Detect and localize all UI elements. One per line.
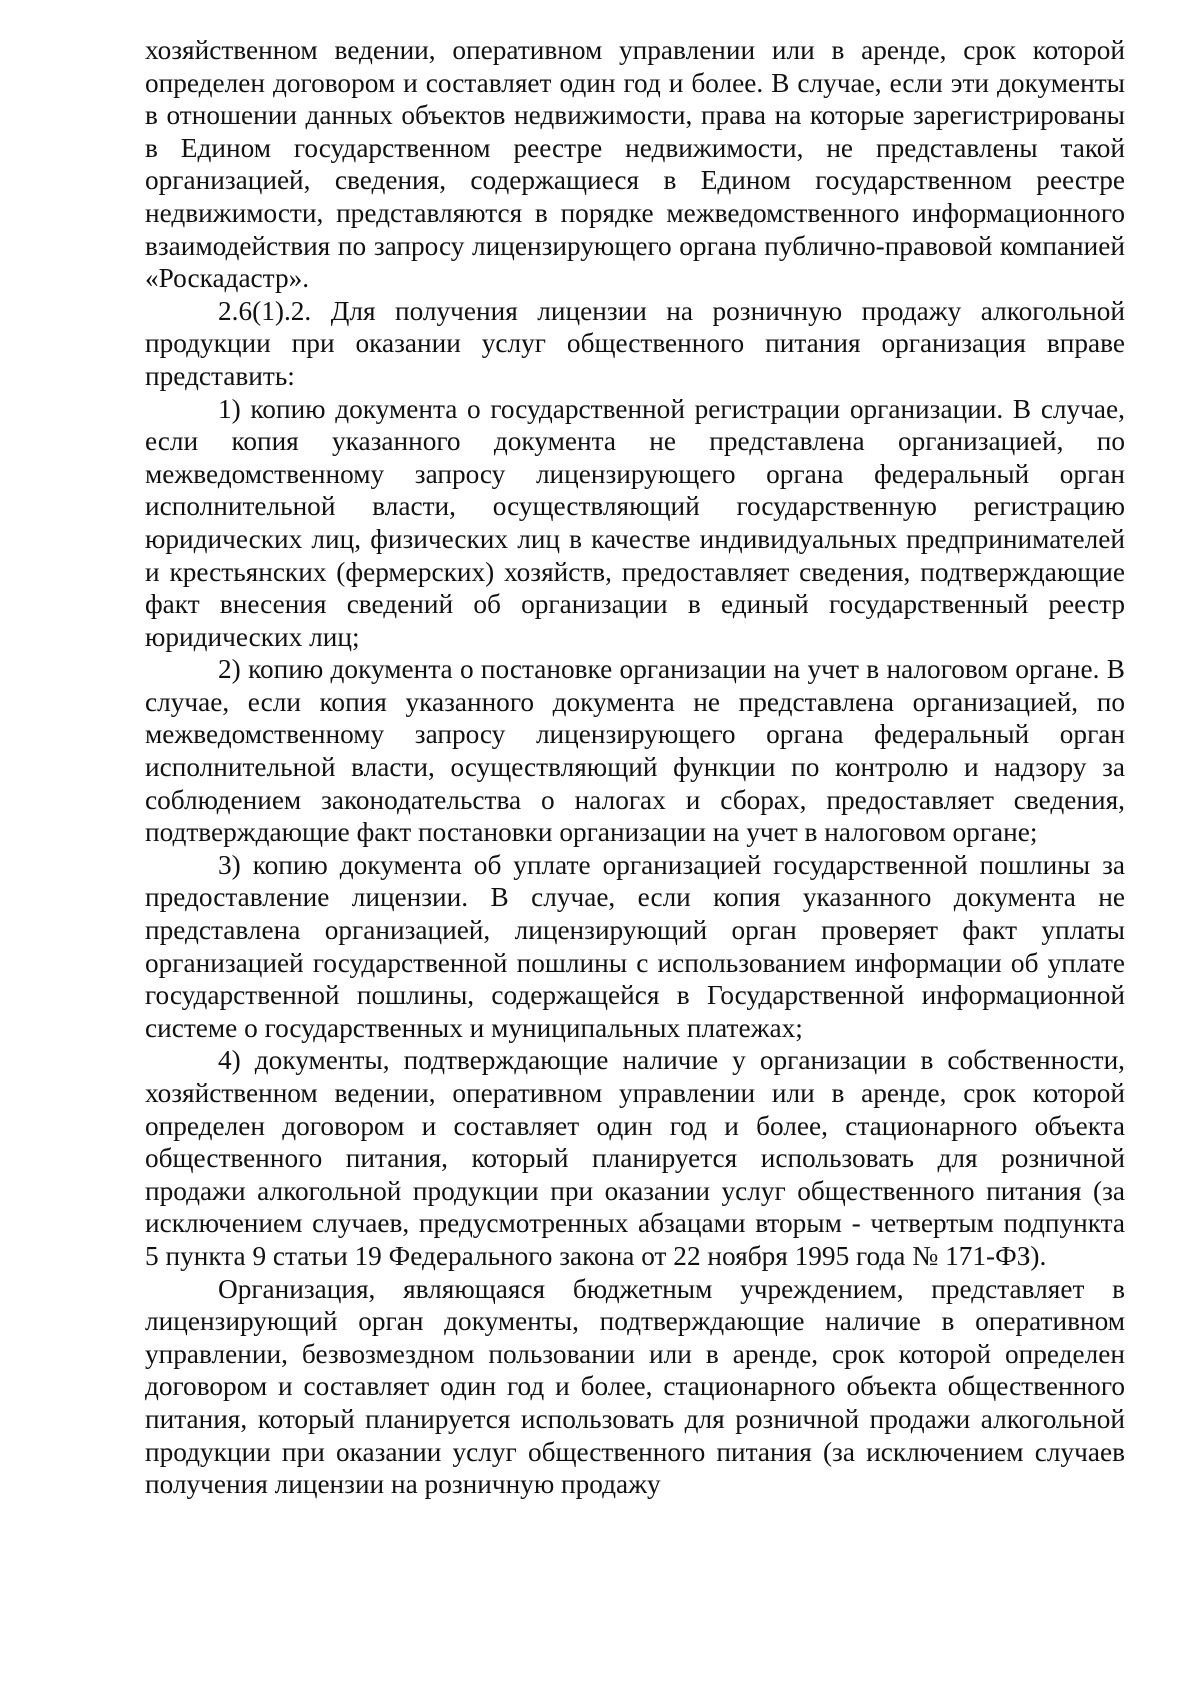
paragraph-budget-institution: Организация, являющаяся бюджетным учреждением, представляет в лицензирующий орган документы, подтверждающие наличие в оперативном управлении, безвозмездном пользовании или в аренде, срок которой определен договором и составляет один год и более, стационарного объекта общественного питания, который планируется использовать для розничной продажи алкогольной продукции при оказании услуг общественного питания (за исключением случаев получения лицензии на розничную продажу (145, 1273, 1125, 1500)
list-item-4-property-documents: 4) документы, подтверждающие наличие у организации в собственности, хозяйственном ведении, оперативном управлении или в аренде, срок которой определен договором и составляет один год и более, стационарного объекта общественного питания, который планируется использовать для розничной продажи алкогольной продукции при оказании услуг общественного питания (за исключением случаев, предусмотренных абзацами вторым - четвертым подпункта 5 пункта 9 статьи 19 Федерального закона от 22 ноября 1995 года № 171-ФЗ). (145, 1045, 1125, 1271)
list-item-3-state-duty: 3) копию документа об уплате организацией государственной пошлины за предоставление лицензии. В случае, если копия указанного документа не представлена организацией, лицензирующий орган проверяет факт уплаты организацией государственной пошлины с использованием информации об уплате государственной пошлины, содержащейся в Государственной информационной системе о государственных и муниципальных платежах; (145, 849, 1125, 1043)
list-item-2-tax-registration: 2) копию документа о постановке организации на учет в налоговом органе. В случае, если копия указанного документа не представлена организацией, по межведомственному запросу лицензирующего органа федеральный орган исполнительной власти, осуществляющий функции по контролю и надзору за соблюдением законодательства о налогах и сборах, предоставляет сведения, подтверждающие факт постановки организации на учет в налоговом органе; (145, 654, 1125, 848)
paragraph-2-6-1-2-heading: 2.6(1).2. Для получения лицензии на розничную продажу алкогольной продукции при оказании услуг общественного питания организация вправе представить: (145, 295, 1125, 391)
paragraph-continuation-rights: хозяйственном ведении, оперативном управлении или в аренде, срок которой определен договором и составляет один год и более. В случае, если эти документы в отношении данных объектов недвижимости, права на которые зарегистрированы в Едином государственном реестре недвижимости, не представлены такой организацией, сведения, содержащиеся в Едином государственном реестре недвижимости, представляются в порядке межведомственного информационного взаимодействия по запросу лицензирующего органа публично-правовой компанией «Роскадастр». (145, 35, 1125, 294)
document-body (145, 34, 1125, 1501)
list-item-1-registration: 1) копию документа о государственной регистрации организации. В случае, если копия указанного документа не представлена организацией, по межведомственному запросу лицензирующего органа федеральный орган исполнительной власти, осуществляющий государственную регистрацию юридических лиц, физических лиц в качестве индивидуальных предпринимателей и крестьянских (фермерских) хозяйств, предоставляет сведения, подтверждающие факт внесения сведений об организации в единый государственный реестр юридических лиц; (145, 393, 1125, 652)
